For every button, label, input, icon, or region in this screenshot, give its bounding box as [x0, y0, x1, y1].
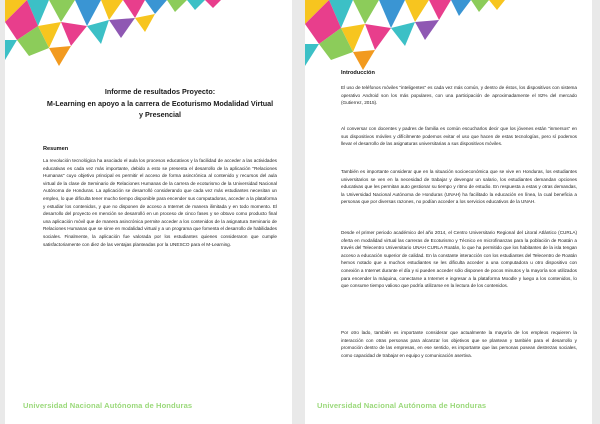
intro-paragraph-5: Por otro lado, también es importante considerar que actualmente la mayoría de los empleos requieren la interacción con otras personas para alcanzar los objetivos que se plantean y también para el desarrollo y promoción dentro de las empresas, en ese sentido, es importante que las personas posean destrezas sociales, como capacidad de trabajar en equipo y comunicación asertiva. — [341, 330, 577, 358]
intro-paragraph-4: Desde el primer periodo académico del año 2014, el Centro Universitario Regional del Litoral Atlántico (CURLA) oferta en modalidad virtual las carreras de Ecoturismo y Técnico en microfinanzas para la población de Roatán a través del Telecentro Universitario UNAH CURLA Roatán, lo que ha permitido que los habitantes de la isla tengan acceso a educación superior de calidad. En la constante interacción con los estudiantes del Telecentro de Roatán hemos notado que a muchos estudiantes se les dificulta acceder a una computadora u otro dispositivo con conexión a Internet durante el día y si pueden acceder sólo disponen de pocos minutos y la mayoría son utilizados para encender la máquina, conectarse a Internet e ingresar a la plataforma Moodle y luego a los contenidos, lo que consume tiempo valioso que podría utilizarse en la lectura de los contenidos. — [341, 230, 577, 289]
university-footer-left: Universidad Nacional Autónoma de Honduras — [23, 401, 193, 410]
triangle-pattern-left — [5, 0, 292, 80]
intro-paragraph-1: El uso de teléfonos móviles "inteligentes" es cada vez más común, y dentro de éstos, los dispositivos con sistema operativo Android son los más populares, con una participación de aproximadamente el 82% del mercado (Gutierrez, 2015). — [341, 85, 577, 106]
summary-heading: Resumen — [43, 146, 69, 152]
university-footer-right: Universidad Nacional Autónoma de Honduras — [317, 401, 487, 410]
intro-heading: Introducción — [341, 70, 375, 76]
title-line-2: M-Learning en apoyo a la carrera de Ecoturismo Modalidad Virtual y Presencial — [46, 98, 274, 119]
intro-paragraph-2: Al conversar con docentes y padres de familia es común escucharlos decir que los jóvenes están "inmersos" en sus dispositivos móviles y difícilmente podemos evitar el uso que hacen de estas tecnologías, pero sí podemos llevar el desarrollo de las asignaturas universitarias a sus dispositivos móviles. — [341, 126, 577, 147]
left-page — [5, 0, 292, 424]
report-title — [45, 86, 275, 121]
right-page — [305, 0, 592, 424]
intro-paragraph-3: También es importante considerar que en la situación socioeconómica que se vive en Honduras, los estudiantes universitarios se ven en la necesidad de trabajar y devengar un salario, los estudiantes demandan opciones educativas que les permitan auto gestionar su tiempo y ritmo de estudio. En respuesta a estas y otras demandas, la Universidad Nacional Autónoma de Honduras (UNAH) ha facilitado la educación en línea, la cual beneficia a personas que por diversas razones, no podían acceder a los servicios educativos de la UNAH. — [341, 169, 577, 205]
title-line-1: Informe de resultados Proyecto: — [104, 87, 216, 96]
summary-text: La revolución tecnológica ha asociado el aula los procesos educativos y la facilidad de acceder a las actividades educativas es cada vez más importante, debido a esto se presenta el desarrollo de la aplicación "Relaciones Humanas" cuyo objetivo principal es permitir el acceso de forma asincrónica al contenido y recursos del aula virtual de la clase de Seminario de Relaciones Humanas de la carrera de ecoturismo de la Universidad Nacional Autónoma de Honduras. La aplicación se desarrolló considerando que cada vez más estudiantes necesitan un empleo, lo que dificulta tener mucho tiempo disponible para encender sus computadoras, acceder a la plataforma y estudiar los contenidos, y que no disponen de acceso a Internet de manera ilimitada y en todo momento. El desarrollo del proyecto en mención se desarrolló en un proceso de cinco fases y se obtuvo como producto final una aplicación móvil que de manera asincrónica permite acceder a los contenidos de la asignatura Seminario de Relaciones Humanas que se sirve en modalidad virtual y a un programa que fomenta el desarrollo de habilidades sociales. Finalmente, la aplicación fue valorada por los estudiantes quienes consideraron que cumple satisfactoriamente con diez de las ventajas planteadas por la UNESCO para el M-Learning. — [43, 158, 277, 247]
triangle-pattern-right — [305, 0, 592, 80]
